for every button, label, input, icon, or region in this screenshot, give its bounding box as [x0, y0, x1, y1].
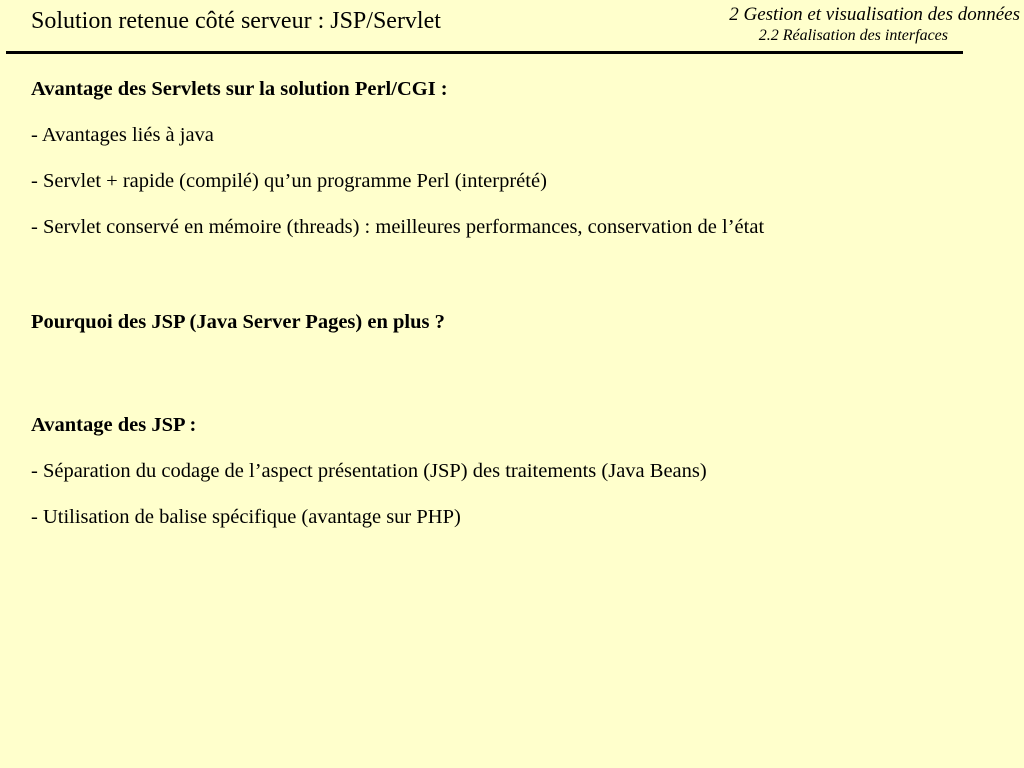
jsp-question-heading: Pourquoi des JSP (Java Server Pages) en plus ?	[31, 311, 445, 333]
list-item: - Servlet conservé en mémoire (threads) : meilleures performances, conservation de l’état	[31, 216, 765, 238]
slide-body	[31, 77, 1011, 551]
section-title: 2 Gestion et visualisation des données	[729, 4, 1020, 25]
title-divider	[6, 51, 963, 54]
list-item: - Avantages liés à java	[31, 124, 214, 146]
spacer	[31, 261, 1011, 310]
list-item: - Servlet + rapide (compilé) qu’un programme Perl (interprété)	[31, 170, 547, 192]
servlets-advantages-heading: Avantage des Servlets sur la solution Perl/CGI :	[31, 78, 448, 100]
subsection-title: 2.2 Réalisation des interfaces	[758, 27, 948, 44]
list-item: - Séparation du codage de l’aspect présentation (JSP) des traitements (Java Beans)	[31, 460, 707, 482]
list-item: - Utilisation de balise spécifique (avantage sur PHP)	[31, 506, 461, 528]
slide-title: Solution retenue côté serveur : JSP/Servlet	[31, 8, 441, 34]
spacer	[31, 356, 1011, 413]
section-header	[729, 4, 1020, 46]
jsp-advantages-heading: Avantage des JSP :	[31, 414, 197, 436]
